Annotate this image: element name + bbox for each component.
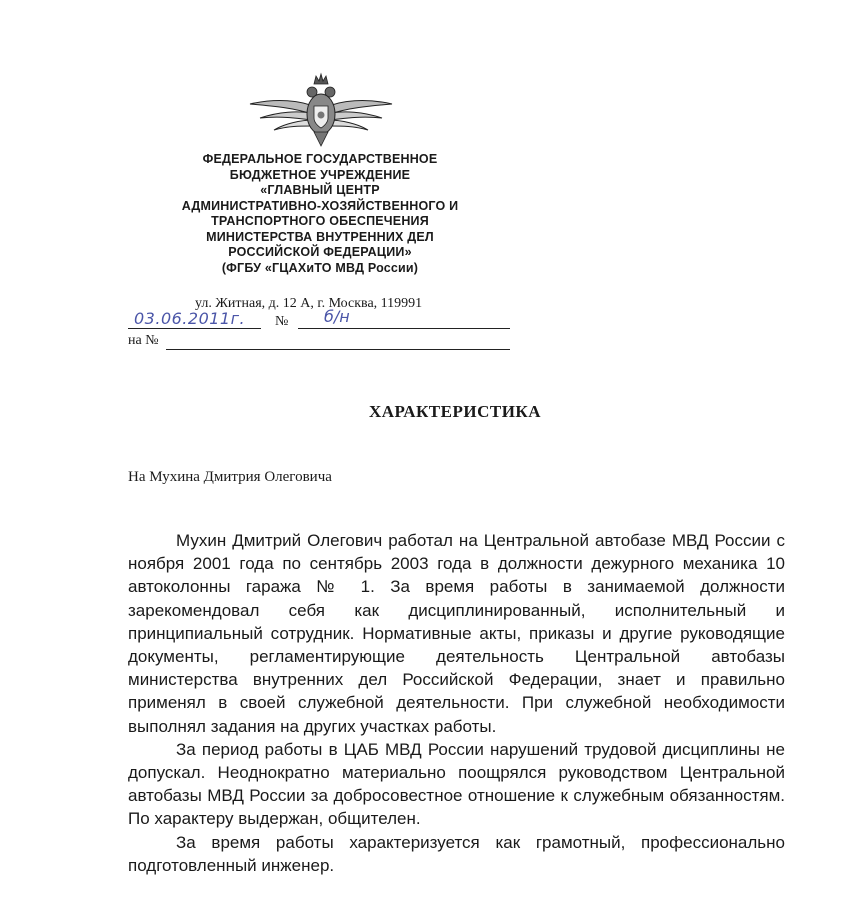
number-underline <box>298 328 510 329</box>
reference-label: на № <box>128 333 159 348</box>
date-underline <box>128 328 261 329</box>
org-line: ТРАНСПОРТНОГО ОБЕСПЕЧЕНИЯ <box>211 214 429 228</box>
org-line: «ГЛАВНЫЙ ЦЕНТР <box>260 183 380 197</box>
mvd-emblem-icon <box>246 70 396 150</box>
org-line: (ФГБУ «ГЦАХиТО МВД России) <box>221 260 419 275</box>
document-title: ХАРАКТЕРИСТИКА <box>368 402 542 421</box>
org-line: ФЕДЕРАЛЬНОЕ ГОСУДАРСТВЕННОЕ <box>202 152 438 166</box>
org-line: МИНИСТЕРСТВА ВНУТРЕННИХ ДЕЛ <box>206 229 434 244</box>
org-address: ул. Житная, д. 12 А, г. Москва, 119991 <box>195 296 423 311</box>
org-line: АДМИНИСТРАТИВНО-ХОЗЯЙСТВЕННОГО И <box>181 198 459 213</box>
reference-line <box>128 333 518 351</box>
number-label: № <box>275 314 289 329</box>
handwritten-number: б/н <box>324 307 350 326</box>
handwritten-date: 03.06.2011г. <box>134 309 246 328</box>
registration-line <box>128 307 518 331</box>
document-body <box>128 529 785 877</box>
document-subject: На Мухина Дмитрия Олеговича <box>128 469 332 485</box>
org-line: РОССИЙСКОЙ ФЕДЕРАЦИИ» <box>228 245 412 259</box>
organization-name-block <box>150 152 490 276</box>
org-line: БЮДЖЕТНОЕ УЧРЕЖДЕНИЕ <box>229 167 411 182</box>
body-paragraph: Мухин Дмитрий Олегович работал на Центральной автобазе МВД России с ноября 2001 года по сентябрь 2003 года в должности дежурного механика 10 автоколонны гаража № 1. За время работы в занимаемой должности зарекомендовал себя как дисциплинированный, исполнительный и принципиальный сотрудник. Нормативные акты, приказы и другие руководящие документы, регламентирующие деятельность Центральной автобазы министерства внутренних дел Российской Федерации, знает и правильно применял в своей служебной деятельности. При служебной необходимости выполнял задания на других участках работы. <box>128 531 785 736</box>
body-paragraph: За период работы в ЦАБ МВД России нарушений трудовой дисциплины не допускал. Неоднократно материально поощрялся руководством Центральной автобазы МВД России за добросовестное отношение к служебным обязанностям. По характеру выдержан, общителен. <box>128 739 785 829</box>
body-paragraph: За время работы характеризуется как грамотный, профессионально подготовленный инженер. <box>128 832 785 875</box>
reference-underline <box>166 349 510 350</box>
